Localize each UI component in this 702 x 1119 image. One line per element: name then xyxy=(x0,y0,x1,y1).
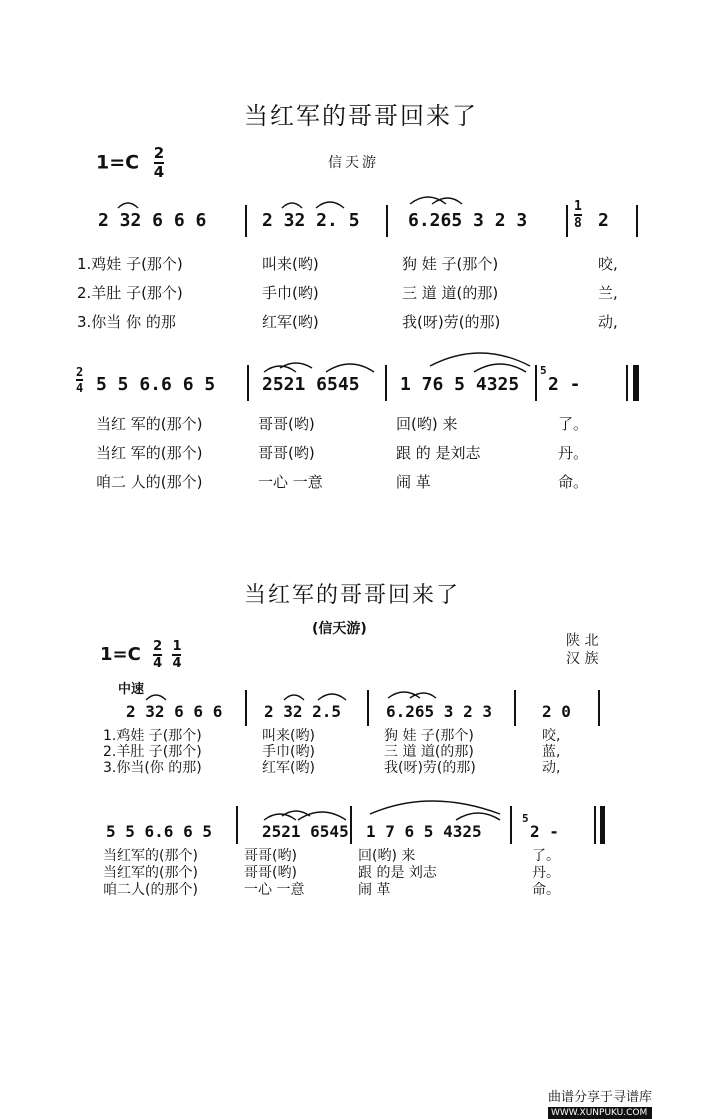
lyric: 了。 xyxy=(558,415,589,433)
s2-r2-measure-1: 5 5 6.6 6 5 xyxy=(106,822,212,841)
lyric: 狗 娃 子(那个) xyxy=(384,728,474,744)
slur xyxy=(264,366,296,372)
slur xyxy=(474,364,526,372)
lyric: 动, xyxy=(598,313,618,331)
slur xyxy=(370,801,500,814)
lyric: 一心 一意 xyxy=(258,473,323,491)
slur xyxy=(282,203,302,208)
site-url: WWW.XUNPUKU.COM xyxy=(548,1107,652,1119)
site-name: 曲谱分享于寻谱库 xyxy=(548,1090,653,1105)
lyric: 叫来(哟) xyxy=(262,728,315,744)
meter-bottom: 4 xyxy=(76,381,84,395)
s2-r2-last: 2 - xyxy=(530,822,559,841)
lyric: 当红军的(那个) xyxy=(103,865,198,881)
s2-r1-measure-2: 2 32 2.5 xyxy=(264,702,342,721)
s2-r1-measure-3: 6.265 3 2 3 xyxy=(386,702,492,721)
slur xyxy=(264,814,296,820)
lyric: 一心 一意 xyxy=(244,882,305,898)
lyric: 哥哥(哟) xyxy=(258,415,315,433)
lyric: 红军(哟) xyxy=(262,313,319,331)
lyric: 哥哥(哟) xyxy=(258,444,315,462)
lyric: 闹 革 xyxy=(358,882,391,898)
time-sig-bottom: 4 xyxy=(153,163,165,181)
lyric: 跟 的 是刘志 xyxy=(396,444,481,462)
lyric: 2.羊肚 子(那个) xyxy=(77,284,183,302)
lyric: 闹 革 xyxy=(396,473,431,491)
lyric: 当红 军的(那个) xyxy=(96,444,203,462)
lyric: 1.鸡娃 子(那个) xyxy=(77,255,183,273)
lyric: 丹。 xyxy=(558,444,589,462)
lyric: 2.羊肚 子(那个) xyxy=(103,744,202,760)
slur xyxy=(326,364,374,372)
slur xyxy=(410,197,446,204)
key-label: 1=C xyxy=(100,644,141,665)
time-sig-top: 2 xyxy=(153,639,163,654)
lyric: 三 道 道(的那) xyxy=(384,744,474,760)
s1-r1-measure-2: 2 32 2. 5 xyxy=(262,210,360,231)
time-sig-top: 2 xyxy=(153,144,165,162)
s1-r1-measure-3: 6.265 3 2 3 xyxy=(408,210,528,231)
lyric: 3.你当 你 的那 xyxy=(77,313,176,331)
score-1-title: 当红军的哥哥回来了 xyxy=(244,102,478,130)
lyric: 当红军的(那个) xyxy=(103,848,198,864)
lyric: 蓝, xyxy=(542,744,561,760)
slur xyxy=(430,353,530,366)
lyric: 命。 xyxy=(558,473,589,491)
lyric: 了。 xyxy=(532,848,560,864)
s2-r2-measure-2: 2521 6545 xyxy=(262,822,349,841)
lyric: 咱二人(的那个) xyxy=(103,882,198,898)
s1-r2-last: 2 - xyxy=(548,374,581,395)
lyric: 命。 xyxy=(532,882,560,898)
slur xyxy=(456,813,500,820)
lyric: 我(呀)劳(的那) xyxy=(402,313,501,331)
site-watermark xyxy=(548,1086,652,1119)
lyric: 丹。 xyxy=(532,865,560,881)
lyric: 1.鸡娃 子(那个) xyxy=(103,728,202,744)
lyric: 三 道 道(的那) xyxy=(402,284,499,302)
origin-region: 陕 北 xyxy=(566,633,599,649)
s1-r2-measure-3: 1 76 5 4325 xyxy=(400,374,520,395)
time-sig-bottom: 4 xyxy=(172,656,182,671)
slur xyxy=(318,694,346,700)
time-sig-bottom: 4 xyxy=(153,656,163,671)
slur xyxy=(316,202,344,208)
s2-r2-measure-3: 1 7 6 5 4325 xyxy=(366,822,482,841)
slur xyxy=(146,695,166,700)
time-sig-top: 1 xyxy=(172,639,182,654)
s1-r2-measure-2: 2521 6545 xyxy=(262,374,360,395)
s1-r1-last-note: 2 xyxy=(598,210,609,231)
lyric: 哥哥(哟) xyxy=(244,848,297,864)
lyric: 我(呀)劳(的那) xyxy=(384,760,476,776)
lyric: 兰, xyxy=(598,284,618,302)
key-label: 1=C xyxy=(96,151,140,174)
origin-ethnicity: 汉 族 xyxy=(566,651,599,667)
lyric: 回(哟) 来 xyxy=(396,415,458,433)
lyric: 咬, xyxy=(542,728,561,744)
lyric: 当红 军的(那个) xyxy=(96,415,203,433)
s1-r1-measure-1: 2 32 6 6 6 xyxy=(98,210,207,231)
s2-r1-measure-4: 2 0 xyxy=(542,702,571,721)
s1-r2-grace-note: 5 xyxy=(540,364,547,377)
lyric: 狗 娃 子(那个) xyxy=(402,255,499,273)
score-2-genre: (信天游) xyxy=(312,621,367,637)
slur xyxy=(118,203,138,208)
slur xyxy=(284,695,304,700)
lyric: 咬, xyxy=(598,255,618,273)
lyric: 手巾(哟) xyxy=(262,284,319,302)
lyric: 3.你当(你 的那) xyxy=(103,760,202,776)
lyric: 回(哟) 来 xyxy=(358,848,416,864)
lyric: 手巾(哟) xyxy=(262,744,315,760)
lyric: 咱二 人的(那个) xyxy=(96,473,203,491)
meter-bottom: 8 xyxy=(574,216,582,231)
lyric: 动, xyxy=(542,760,561,776)
lyric: 红军(哟) xyxy=(262,760,315,776)
meter-top: 1 xyxy=(574,199,582,214)
lyric: 哥哥(哟) xyxy=(244,865,297,881)
tempo-marking: 中速 xyxy=(118,682,145,697)
score-2-title: 当红军的哥哥回来了 xyxy=(244,583,461,608)
lyric: 跟 的是 刘志 xyxy=(358,865,437,881)
score-1-genre: 信天游 xyxy=(328,155,379,171)
s2-r1-measure-1: 2 32 6 6 6 xyxy=(126,702,223,721)
s1-r2-measure-1: 5 5 6.6 6 5 xyxy=(96,374,216,395)
meter-top: 2 xyxy=(76,365,84,379)
s2-r2-grace-note: 5 xyxy=(522,812,529,825)
lyric: 叫来(哟) xyxy=(262,255,319,273)
